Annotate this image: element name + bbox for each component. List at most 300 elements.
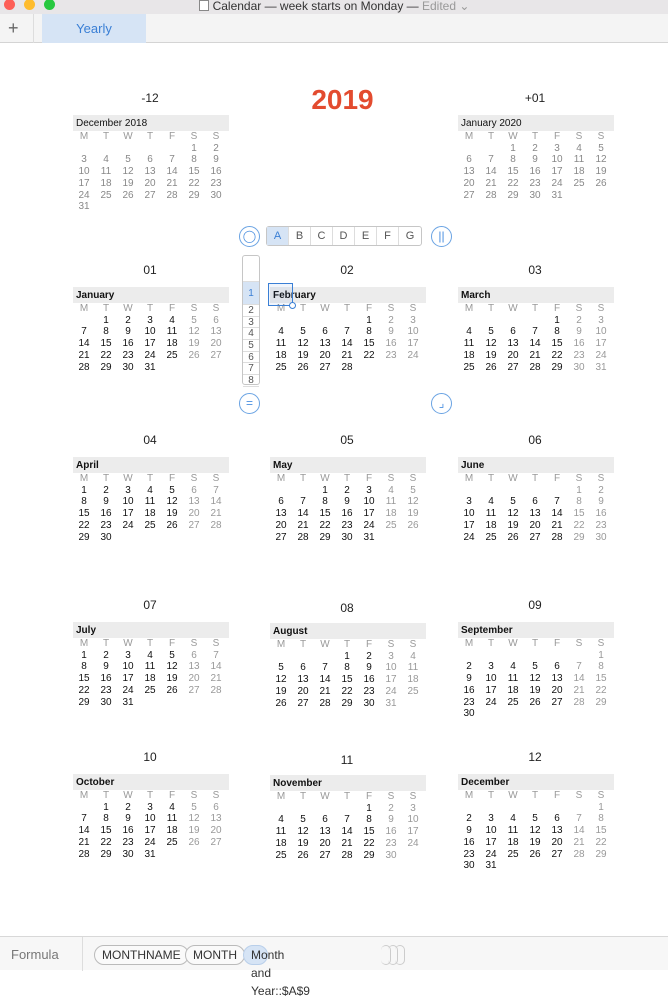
day-cell[interactable]: 6: [213, 801, 219, 813]
day-cell[interactable]: 12: [529, 825, 541, 837]
day-cell[interactable]: 8: [576, 496, 582, 508]
day-cell[interactable]: 23: [122, 836, 134, 848]
day-cell[interactable]: 28: [210, 684, 222, 696]
day-cell[interactable]: 16: [595, 508, 607, 520]
day-cell[interactable]: 25: [485, 531, 497, 543]
day-cell[interactable]: 13: [210, 326, 222, 338]
day-cell[interactable]: 10: [144, 326, 156, 338]
day-cell[interactable]: 9: [466, 673, 472, 685]
day-cell[interactable]: 7: [344, 814, 350, 826]
day-cell[interactable]: 4: [147, 484, 153, 496]
day-cell[interactable]: 31: [485, 860, 497, 872]
day-cell[interactable]: 30: [363, 697, 375, 709]
day-cell[interactable]: 24: [551, 177, 563, 189]
day-cell[interactable]: 3: [125, 649, 131, 661]
month-name[interactable]: September: [458, 622, 614, 638]
day-cell[interactable]: 27: [507, 361, 519, 373]
day-cell[interactable]: 18: [407, 674, 419, 686]
day-cell[interactable]: 20: [551, 836, 563, 848]
day-cell[interactable]: 22: [188, 177, 200, 189]
day-cell[interactable]: 6: [300, 662, 306, 674]
day-cell[interactable]: 8: [598, 661, 604, 673]
day-cell[interactable]: 21: [78, 349, 90, 361]
day-cell[interactable]: 5: [300, 814, 306, 826]
day-cell[interactable]: 7: [488, 154, 494, 166]
day-cell[interactable]: 9: [103, 496, 109, 508]
day-cell[interactable]: 16: [463, 684, 475, 696]
month-name[interactable]: August: [270, 623, 426, 639]
day-cell[interactable]: 28: [341, 849, 353, 861]
day-cell[interactable]: 11: [166, 813, 178, 825]
day-cell[interactable]: 15: [573, 508, 585, 520]
day-cell[interactable]: 31: [122, 696, 134, 708]
day-cell[interactable]: 9: [103, 661, 109, 673]
day-cell[interactable]: 1: [81, 649, 87, 661]
day-cell[interactable]: 10: [485, 673, 497, 685]
day-cell[interactable]: 31: [363, 531, 375, 543]
day-cell[interactable]: 9: [576, 326, 582, 338]
row-header-cell[interactable]: 4: [243, 328, 259, 340]
day-cell[interactable]: 16: [122, 825, 134, 837]
formula-token-reference[interactable]: Month and Year::$A$9: [243, 945, 268, 965]
day-cell[interactable]: 18: [275, 837, 287, 849]
day-cell[interactable]: 21: [529, 349, 541, 361]
day-cell[interactable]: 7: [300, 496, 306, 508]
day-cell[interactable]: 1: [81, 484, 87, 496]
day-cell[interactable]: 10: [385, 662, 397, 674]
day-cell[interactable]: 5: [488, 326, 494, 338]
day-cell[interactable]: 12: [166, 496, 178, 508]
day-cell[interactable]: 27: [275, 531, 287, 543]
day-cell[interactable]: 20: [297, 685, 309, 697]
day-cell[interactable]: 18: [144, 508, 156, 520]
day-cell[interactable]: 11: [275, 826, 287, 838]
day-cell[interactable]: 21: [573, 836, 585, 848]
month-name[interactable]: March: [458, 287, 614, 303]
day-cell[interactable]: 26: [297, 361, 309, 373]
day-cell[interactable]: 12: [188, 813, 200, 825]
tab-yearly[interactable]: Yearly: [42, 14, 146, 43]
day-cell[interactable]: 9: [125, 326, 131, 338]
day-cell[interactable]: 15: [100, 338, 112, 350]
day-cell[interactable]: 2: [466, 813, 472, 825]
day-cell[interactable]: 26: [507, 531, 519, 543]
day-cell[interactable]: 21: [210, 508, 222, 520]
day-cell[interactable]: 28: [210, 519, 222, 531]
day-cell[interactable]: 27: [144, 189, 156, 201]
day-cell[interactable]: 12: [166, 661, 178, 673]
day-cell[interactable]: 7: [344, 326, 350, 338]
day-cell[interactable]: 8: [103, 813, 109, 825]
day-cell[interactable]: 6: [554, 813, 560, 825]
day-cell[interactable]: 10: [485, 825, 497, 837]
month-name[interactable]: July: [73, 622, 229, 638]
day-cell[interactable]: 30: [122, 361, 134, 373]
day-cell[interactable]: 10: [595, 326, 607, 338]
day-cell[interactable]: 13: [551, 825, 563, 837]
day-cell[interactable]: 14: [529, 338, 541, 350]
day-cell[interactable]: 13: [319, 338, 331, 350]
day-cell[interactable]: 2: [466, 661, 472, 673]
minimize-button[interactable]: [24, 0, 35, 10]
day-cell[interactable]: 16: [363, 674, 375, 686]
month-name[interactable]: May: [270, 457, 426, 473]
day-cell[interactable]: 18: [573, 166, 585, 178]
day-cell[interactable]: 16: [573, 338, 585, 350]
day-cell[interactable]: 11: [100, 166, 112, 178]
day-cell[interactable]: 31: [551, 189, 563, 201]
row-header-cell[interactable]: 7: [243, 363, 259, 375]
day-cell[interactable]: 6: [532, 496, 538, 508]
day-cell[interactable]: 24: [78, 189, 90, 201]
day-cell[interactable]: 14: [166, 166, 178, 178]
day-cell[interactable]: 23: [122, 349, 134, 361]
day-cell[interactable]: 15: [363, 826, 375, 838]
day-cell[interactable]: 20: [144, 177, 156, 189]
day-cell[interactable]: 17: [485, 836, 497, 848]
day-cell[interactable]: 30: [573, 361, 585, 373]
day-cell[interactable]: 15: [341, 674, 353, 686]
day-cell[interactable]: 23: [385, 837, 397, 849]
day-cell[interactable]: 16: [385, 826, 397, 838]
day-cell[interactable]: 24: [595, 349, 607, 361]
day-cell[interactable]: 11: [407, 662, 419, 674]
day-cell[interactable]: 20: [319, 349, 331, 361]
day-cell[interactable]: 18: [100, 177, 112, 189]
day-cell[interactable]: 11: [385, 496, 397, 508]
month-name[interactable]: January 2020: [458, 115, 614, 131]
day-cell[interactable]: 13: [551, 673, 563, 685]
day-cell[interactable]: 13: [210, 813, 222, 825]
day-cell[interactable]: 4: [169, 314, 175, 326]
day-cell[interactable]: 20: [507, 349, 519, 361]
day-cell[interactable]: 17: [595, 338, 607, 350]
chevron-down-icon[interactable]: ⌄: [456, 0, 470, 13]
row-header-cell[interactable]: 1: [243, 282, 259, 305]
day-cell[interactable]: 30: [463, 860, 475, 872]
day-cell[interactable]: 23: [595, 519, 607, 531]
day-cell[interactable]: 13: [188, 661, 200, 673]
day-cell[interactable]: 8: [510, 154, 516, 166]
day-cell[interactable]: 21: [297, 519, 309, 531]
day-cell[interactable]: 18: [485, 519, 497, 531]
resize-table-button[interactable]: ⌟: [431, 393, 452, 414]
day-cell[interactable]: 17: [407, 826, 419, 838]
day-cell[interactable]: 18: [507, 836, 519, 848]
day-cell[interactable]: 25: [144, 519, 156, 531]
select-table-button[interactable]: ◯: [239, 226, 260, 247]
day-cell[interactable]: 24: [485, 848, 497, 860]
day-cell[interactable]: 5: [300, 326, 306, 338]
day-cell[interactable]: 26: [407, 519, 419, 531]
month-name[interactable]: February: [270, 287, 426, 303]
day-cell[interactable]: 25: [275, 361, 287, 373]
day-cell[interactable]: 19: [188, 825, 200, 837]
day-cell[interactable]: 19: [507, 519, 519, 531]
day-cell[interactable]: 17: [551, 166, 563, 178]
day-cell[interactable]: 15: [507, 166, 519, 178]
month-name[interactable]: December 2018: [73, 115, 229, 131]
day-cell[interactable]: 22: [507, 177, 519, 189]
day-cell[interactable]: 26: [595, 177, 607, 189]
day-cell[interactable]: 12: [595, 154, 607, 166]
day-cell[interactable]: 11: [507, 673, 519, 685]
day-cell[interactable]: 19: [529, 836, 541, 848]
resize-handle[interactable]: [289, 302, 296, 309]
day-cell[interactable]: 10: [363, 496, 375, 508]
column-header[interactable]: [266, 226, 422, 246]
day-cell[interactable]: 17: [78, 177, 90, 189]
day-cell[interactable]: 14: [78, 825, 90, 837]
day-cell[interactable]: 7: [576, 661, 582, 673]
day-cell[interactable]: 8: [344, 662, 350, 674]
day-cell[interactable]: 9: [366, 662, 372, 674]
day-cell[interactable]: 17: [144, 825, 156, 837]
day-cell[interactable]: 26: [529, 696, 541, 708]
day-cell[interactable]: 26: [297, 849, 309, 861]
day-cell[interactable]: 9: [344, 496, 350, 508]
day-cell[interactable]: 30: [529, 189, 541, 201]
day-cell[interactable]: 21: [551, 519, 563, 531]
day-cell[interactable]: 22: [595, 684, 607, 696]
day-cell[interactable]: 12: [407, 496, 419, 508]
day-cell[interactable]: 2: [598, 484, 604, 496]
day-cell[interactable]: 22: [595, 836, 607, 848]
day-cell[interactable]: 14: [551, 508, 563, 520]
day-cell[interactable]: 4: [510, 661, 516, 673]
day-cell[interactable]: 18: [463, 349, 475, 361]
day-cell[interactable]: 30: [100, 531, 112, 543]
day-cell[interactable]: 10: [122, 661, 134, 673]
day-cell[interactable]: 6: [554, 661, 560, 673]
day-cell[interactable]: 19: [297, 837, 309, 849]
day-cell[interactable]: 7: [213, 649, 219, 661]
day-cell[interactable]: 26: [166, 684, 178, 696]
day-cell[interactable]: 19: [122, 177, 134, 189]
day-cell[interactable]: 25: [407, 685, 419, 697]
day-cell[interactable]: 17: [485, 684, 497, 696]
day-cell[interactable]: 6: [322, 814, 328, 826]
day-cell[interactable]: 21: [341, 837, 353, 849]
day-cell[interactable]: 14: [341, 826, 353, 838]
day-cell[interactable]: 3: [488, 661, 494, 673]
day-cell[interactable]: 10: [407, 326, 419, 338]
day-cell[interactable]: 14: [319, 674, 331, 686]
day-cell[interactable]: 16: [210, 166, 222, 178]
day-cell[interactable]: 12: [275, 674, 287, 686]
day-cell[interactable]: 9: [388, 814, 394, 826]
day-cell[interactable]: 8: [103, 326, 109, 338]
day-cell[interactable]: 15: [551, 338, 563, 350]
day-cell[interactable]: 14: [341, 338, 353, 350]
day-cell[interactable]: 17: [407, 338, 419, 350]
day-cell[interactable]: 23: [363, 685, 375, 697]
day-cell[interactable]: 1: [554, 314, 560, 326]
day-cell[interactable]: 23: [100, 684, 112, 696]
day-cell[interactable]: 6: [278, 496, 284, 508]
day-cell[interactable]: 31: [144, 361, 156, 373]
day-cell[interactable]: 19: [188, 338, 200, 350]
day-cell[interactable]: 10: [78, 166, 90, 178]
edited-status[interactable]: Edited: [422, 0, 457, 13]
day-cell[interactable]: 27: [188, 519, 200, 531]
day-cell[interactable]: 25: [507, 696, 519, 708]
day-cell[interactable]: 29: [319, 531, 331, 543]
day-cell[interactable]: 14: [78, 338, 90, 350]
day-cell[interactable]: 21: [573, 684, 585, 696]
day-cell[interactable]: 19: [595, 166, 607, 178]
day-cell[interactable]: 2: [366, 650, 372, 662]
day-cell[interactable]: 14: [210, 496, 222, 508]
day-cell[interactable]: 15: [363, 338, 375, 350]
day-cell[interactable]: 20: [188, 673, 200, 685]
day-cell[interactable]: 21: [485, 177, 497, 189]
day-cell[interactable]: 6: [510, 326, 516, 338]
row-header-cell[interactable]: 8: [243, 375, 259, 387]
rows-button[interactable]: =: [239, 393, 260, 414]
day-cell[interactable]: 23: [210, 177, 222, 189]
day-cell[interactable]: 27: [210, 836, 222, 848]
day-cell[interactable]: 27: [297, 697, 309, 709]
day-cell[interactable]: 3: [81, 154, 87, 166]
day-cell[interactable]: 6: [147, 154, 153, 166]
day-cell[interactable]: 14: [210, 661, 222, 673]
day-cell[interactable]: 27: [210, 349, 222, 361]
day-cell[interactable]: 15: [595, 825, 607, 837]
day-cell[interactable]: 12: [507, 508, 519, 520]
day-cell[interactable]: 2: [125, 801, 131, 813]
day-cell[interactable]: 2: [388, 802, 394, 814]
day-cell[interactable]: 4: [510, 813, 516, 825]
day-cell[interactable]: 9: [213, 154, 219, 166]
row-header-cell[interactable]: 5: [243, 340, 259, 352]
day-cell[interactable]: 11: [485, 508, 497, 520]
day-cell[interactable]: 25: [507, 848, 519, 860]
day-cell[interactable]: 23: [463, 696, 475, 708]
day-cell[interactable]: 30: [122, 848, 134, 860]
day-cell[interactable]: 24: [407, 837, 419, 849]
day-cell[interactable]: 5: [169, 649, 175, 661]
day-cell[interactable]: 1: [576, 484, 582, 496]
day-cell[interactable]: 3: [125, 484, 131, 496]
day-cell[interactable]: 8: [81, 496, 87, 508]
day-cell[interactable]: 9: [598, 496, 604, 508]
day-cell[interactable]: 28: [573, 848, 585, 860]
day-cell[interactable]: 3: [598, 314, 604, 326]
day-cell[interactable]: 21: [341, 349, 353, 361]
column-header-cell[interactable]: D: [333, 227, 355, 245]
add-sheet-button[interactable]: +: [8, 18, 19, 38]
day-cell[interactable]: 21: [319, 685, 331, 697]
column-header-cell[interactable]: C: [311, 227, 333, 245]
day-cell[interactable]: 8: [554, 326, 560, 338]
day-cell[interactable]: 17: [122, 673, 134, 685]
day-cell[interactable]: 17: [385, 674, 397, 686]
day-cell[interactable]: 25: [573, 177, 585, 189]
day-cell[interactable]: 8: [81, 661, 87, 673]
day-cell[interactable]: 3: [366, 484, 372, 496]
day-cell[interactable]: 14: [573, 825, 585, 837]
day-cell[interactable]: 23: [463, 848, 475, 860]
day-cell[interactable]: 22: [100, 836, 112, 848]
day-cell[interactable]: 11: [166, 326, 178, 338]
day-cell[interactable]: 19: [166, 508, 178, 520]
day-cell[interactable]: 31: [595, 361, 607, 373]
day-cell[interactable]: 14: [297, 508, 309, 520]
day-cell[interactable]: 19: [529, 684, 541, 696]
day-cell[interactable]: 13: [319, 826, 331, 838]
day-cell[interactable]: 26: [122, 189, 134, 201]
day-cell[interactable]: 26: [275, 697, 287, 709]
day-cell[interactable]: 29: [595, 848, 607, 860]
day-cell[interactable]: 23: [573, 349, 585, 361]
day-cell[interactable]: 4: [147, 649, 153, 661]
day-cell[interactable]: 16: [341, 508, 353, 520]
day-cell[interactable]: 3: [554, 142, 560, 154]
day-cell[interactable]: 13: [275, 508, 287, 520]
row-header-cell[interactable]: 3: [243, 317, 259, 329]
day-cell[interactable]: 7: [532, 326, 538, 338]
day-cell[interactable]: 25: [100, 189, 112, 201]
day-cell[interactable]: 18: [166, 825, 178, 837]
day-cell[interactable]: 16: [122, 338, 134, 350]
day-cell[interactable]: 10: [551, 154, 563, 166]
day-cell[interactable]: 1: [366, 314, 372, 326]
day-cell[interactable]: 11: [573, 154, 585, 166]
day-cell[interactable]: 6: [322, 326, 328, 338]
day-cell[interactable]: 13: [507, 338, 519, 350]
day-cell[interactable]: 19: [275, 685, 287, 697]
month-name[interactable]: January: [73, 287, 229, 303]
zoom-button[interactable]: [44, 0, 55, 10]
day-cell[interactable]: 25: [463, 361, 475, 373]
day-cell[interactable]: 25: [385, 519, 397, 531]
day-cell[interactable]: 4: [169, 801, 175, 813]
day-cell[interactable]: 27: [551, 696, 563, 708]
day-cell[interactable]: 7: [554, 496, 560, 508]
day-cell[interactable]: 20: [529, 519, 541, 531]
day-cell[interactable]: 27: [551, 848, 563, 860]
day-cell[interactable]: 10: [463, 508, 475, 520]
day-cell[interactable]: 12: [188, 326, 200, 338]
day-cell[interactable]: 5: [191, 801, 197, 813]
day-cell[interactable]: 28: [78, 361, 90, 373]
day-cell[interactable]: 29: [78, 531, 90, 543]
day-cell[interactable]: 22: [341, 685, 353, 697]
day-cell[interactable]: 23: [529, 177, 541, 189]
day-cell[interactable]: 1: [191, 142, 197, 154]
day-cell[interactable]: 29: [341, 697, 353, 709]
day-cell[interactable]: 22: [78, 684, 90, 696]
day-cell[interactable]: 2: [125, 314, 131, 326]
day-cell[interactable]: 26: [529, 848, 541, 860]
column-header-cell[interactable]: A: [267, 227, 289, 245]
close-button[interactable]: [4, 0, 15, 10]
day-cell[interactable]: 17: [363, 508, 375, 520]
day-cell[interactable]: 30: [100, 696, 112, 708]
day-cell[interactable]: 29: [507, 189, 519, 201]
day-cell[interactable]: 28: [485, 189, 497, 201]
day-cell[interactable]: 30: [210, 189, 222, 201]
day-cell[interactable]: 12: [297, 826, 309, 838]
day-cell[interactable]: 13: [297, 674, 309, 686]
day-cell[interactable]: 6: [466, 154, 472, 166]
day-cell[interactable]: 3: [388, 650, 394, 662]
day-cell[interactable]: 2: [344, 484, 350, 496]
day-cell[interactable]: 1: [598, 801, 604, 813]
day-cell[interactable]: 4: [410, 650, 416, 662]
day-cell[interactable]: 21: [78, 836, 90, 848]
